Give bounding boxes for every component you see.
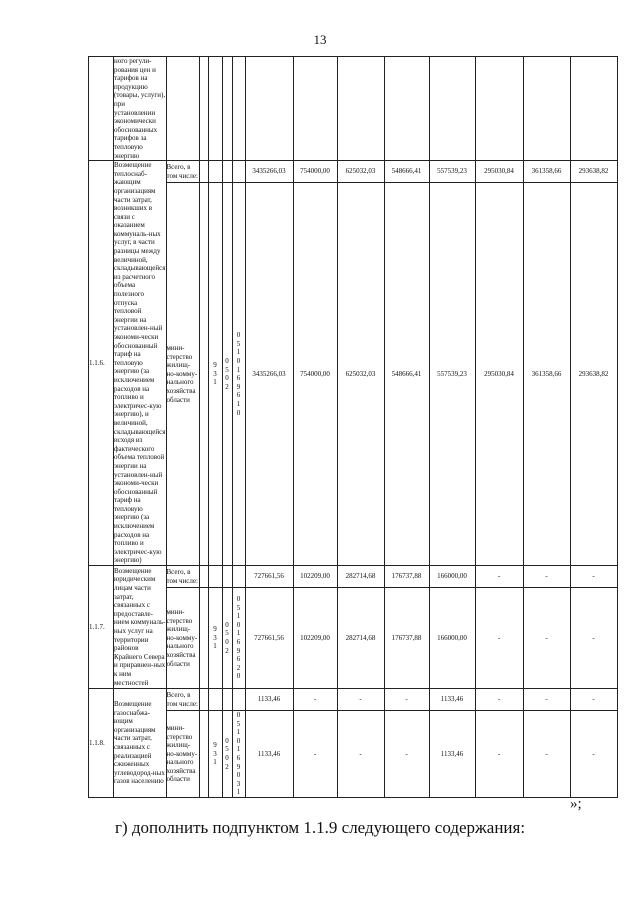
agency-value: 548666,41: [384, 183, 429, 566]
agency-value: 557539,23: [429, 183, 475, 566]
code-digit: 0: [225, 638, 229, 647]
target-article-code: [232, 711, 245, 798]
code-digit: 6: [236, 391, 241, 400]
code-digit: 1: [236, 788, 241, 797]
total-value: 625032,03: [337, 161, 384, 183]
code-digit: 5: [236, 719, 241, 728]
target-article-code: [232, 588, 245, 689]
code-digit: 1: [236, 629, 241, 638]
total-value: -: [293, 689, 337, 711]
table-row: [89, 57, 618, 161]
code-digit: 2: [236, 663, 241, 672]
total-value: 1133,46: [429, 689, 475, 711]
code-digit: 0: [236, 331, 241, 340]
item-description: Возмещение газоснабжа-ющим организациям части затрат, связанных с реализацией сжиженных углеводород-ных газов населению: [114, 689, 167, 798]
amendment-text: г) дополнить подпунктом 1.1.9 следующего содержания:: [115, 818, 526, 837]
agency-value: -: [337, 711, 384, 798]
agency-label: мини-стерство жилищ-но-комму-нального хозяйства области: [166, 711, 199, 798]
code-digit: 2: [225, 646, 229, 655]
agency-value: -: [570, 588, 617, 689]
agency-value: 1133,46: [245, 711, 293, 798]
code-digit: 9: [213, 625, 217, 634]
code-digit: 3: [213, 369, 217, 378]
total-value: 166000,00: [429, 566, 475, 588]
total-label: Всего, в том числе:: [166, 161, 199, 183]
total-value: 754000,00: [293, 161, 337, 183]
budget-table: [88, 56, 618, 798]
code-digit: 0: [236, 711, 241, 720]
table-row: [89, 588, 618, 689]
code-digit: 9: [236, 762, 241, 771]
item-description: Возмещение юридическим лицам части затрат, связанных с предоставле-нием коммуналь-ных услуг на территории районов Крайнего Севера и приравнен-ных к ним местностей: [114, 566, 166, 687]
agency-value: -: [475, 588, 523, 689]
code-digit: 3: [213, 633, 217, 642]
agency-value: 282714,68: [337, 588, 384, 689]
total-value: -: [523, 689, 570, 711]
code-digit: 1: [236, 399, 241, 408]
code-digit: 5: [225, 629, 229, 638]
code-digit: 3: [213, 749, 217, 758]
item-number: 1.1.6.: [89, 161, 114, 566]
table-row: [89, 566, 618, 588]
section-code: [222, 183, 232, 566]
code-digit: 6: [236, 374, 241, 383]
total-value: 176737,88: [384, 566, 429, 588]
page-number: 13: [313, 32, 327, 47]
total-label: Всего, в том числе:: [166, 689, 199, 711]
agency-value: 295030,84: [475, 183, 523, 566]
agency-value: -: [384, 711, 429, 798]
code-digit: 0: [236, 620, 241, 629]
code-digit: 5: [225, 745, 229, 754]
total-value: -: [523, 566, 570, 588]
code-digit: 1: [213, 378, 217, 387]
code-digit: 1: [236, 728, 241, 737]
code-digit: 5: [236, 603, 241, 612]
total-value: 548666,41: [384, 161, 429, 183]
code-digit: 5: [225, 365, 229, 374]
total-value: -: [570, 689, 617, 711]
total-value: [429, 57, 475, 161]
agency-label: мини-стерство жилищ-но-комму-нального хозяйства области: [166, 183, 199, 566]
code-digit: 0: [236, 408, 241, 417]
code-digit: 0: [225, 754, 229, 762]
code-digit: 9: [236, 646, 241, 655]
agency-value: 176737,88: [384, 588, 429, 689]
closing-quote: »;: [570, 796, 582, 812]
code-digit: 1: [213, 758, 217, 767]
code-digit: 6: [236, 638, 241, 647]
total-value: 102209,00: [293, 566, 337, 588]
code-digit: 1: [236, 365, 241, 374]
total-value: 3435266,03: [245, 161, 293, 183]
code-digit: 2: [225, 762, 229, 771]
code-digit: 0: [236, 672, 241, 681]
department-code: [208, 588, 222, 689]
table-row: [89, 689, 618, 711]
agency-value: -: [475, 711, 523, 798]
total-value: -: [475, 689, 523, 711]
code-digit: 6: [236, 754, 241, 762]
agency-value: 625032,03: [337, 183, 384, 566]
table-row: [89, 183, 618, 566]
code-digit: 0: [225, 356, 229, 365]
code-digit: 0: [236, 356, 241, 365]
code-digit: 0: [236, 771, 241, 780]
agency-value: 727661,56: [245, 588, 293, 689]
code-digit: 0: [236, 595, 241, 604]
agency-value: -: [570, 711, 617, 798]
total-value: [570, 57, 617, 161]
code-digit: 0: [225, 736, 229, 745]
table-row: [89, 711, 618, 798]
agency-value: 102209,00: [293, 588, 337, 689]
total-value: -: [384, 689, 429, 711]
code-digit: 9: [213, 361, 217, 370]
item-number: 1.1.7.: [89, 566, 114, 689]
code-digit: 9: [236, 382, 241, 391]
department-code: [208, 183, 222, 566]
total-value: 282714,68: [337, 566, 384, 588]
total-value: [293, 57, 337, 161]
total-value: 293638,82: [570, 161, 617, 183]
total-value: 1133,46: [245, 689, 293, 711]
total-value: 557539,23: [429, 161, 475, 183]
section-code: [222, 711, 232, 798]
total-value: -: [475, 566, 523, 588]
code-digit: 1: [236, 348, 241, 357]
agency-value: 166000,00: [429, 588, 475, 689]
total-label: Всего, в том числе:: [166, 566, 199, 588]
agency-value: -: [293, 711, 337, 798]
code-digit: 0: [236, 736, 241, 745]
total-value: 295030,84: [475, 161, 523, 183]
table-row: [89, 161, 618, 183]
agency-value: 293638,82: [570, 183, 617, 566]
code-digit: 9: [213, 741, 217, 750]
code-digit: 3: [236, 779, 241, 788]
code-digit: 6: [236, 655, 241, 664]
code-digit: 1: [236, 745, 241, 754]
item-description: Возмещение теплоснаб-жающим организациям части затрат, возникших в связи с оказанием коммуналь-ных услуг, в части разницы между величиной, складывающейся из расчетного объема полезного отпуска тепловой энергии на установлен-ный экономи-чески обоснованный тариф на тепловую энергию (за исключением расходов на топливо и электричес-кую энергию), и величиной, складывающейся исходя из фактического объема тепловой энергии на установлен-ный экономи-чески обоснованный тариф на тепловую энергию (за исключением расходов на топливо и электричес-кую энергию): [114, 161, 166, 565]
department-code: [208, 711, 222, 798]
target-article-code: [232, 183, 245, 566]
total-value: [523, 57, 570, 161]
total-value: [337, 57, 384, 161]
total-value: [245, 57, 293, 161]
agency-value: 754000,00: [293, 183, 337, 566]
item-number: [89, 57, 114, 161]
agency-value: 361358,66: [523, 183, 570, 566]
total-value: -: [337, 689, 384, 711]
item-number: 1.1.8.: [89, 689, 114, 798]
code-digit: 1: [213, 642, 217, 651]
code-digit: 2: [225, 382, 229, 391]
total-label: [166, 57, 199, 161]
total-value: 361358,66: [523, 161, 570, 183]
total-value: [475, 57, 523, 161]
total-value: 727661,56: [245, 566, 293, 588]
agency-value: 1133,46: [429, 711, 475, 798]
agency-value: -: [523, 588, 570, 689]
code-digit: 5: [236, 339, 241, 348]
code-digit: 0: [225, 620, 229, 629]
agency-value: -: [523, 711, 570, 798]
code-digit: 0: [225, 374, 229, 383]
item-description: ного регули-рования цен и тарифов на продукцию (товары, услуги), при установлении экономически обоснованных тарифов за тепловую энергию: [114, 57, 166, 160]
agency-value: 3435266,03: [245, 183, 293, 566]
code-digit: 1: [236, 612, 241, 621]
total-value: -: [570, 566, 617, 588]
total-value: [384, 57, 429, 161]
agency-label: мини-стерство жилищ-но-комму-нального хозяйства области: [166, 588, 199, 689]
section-code: [222, 588, 232, 689]
